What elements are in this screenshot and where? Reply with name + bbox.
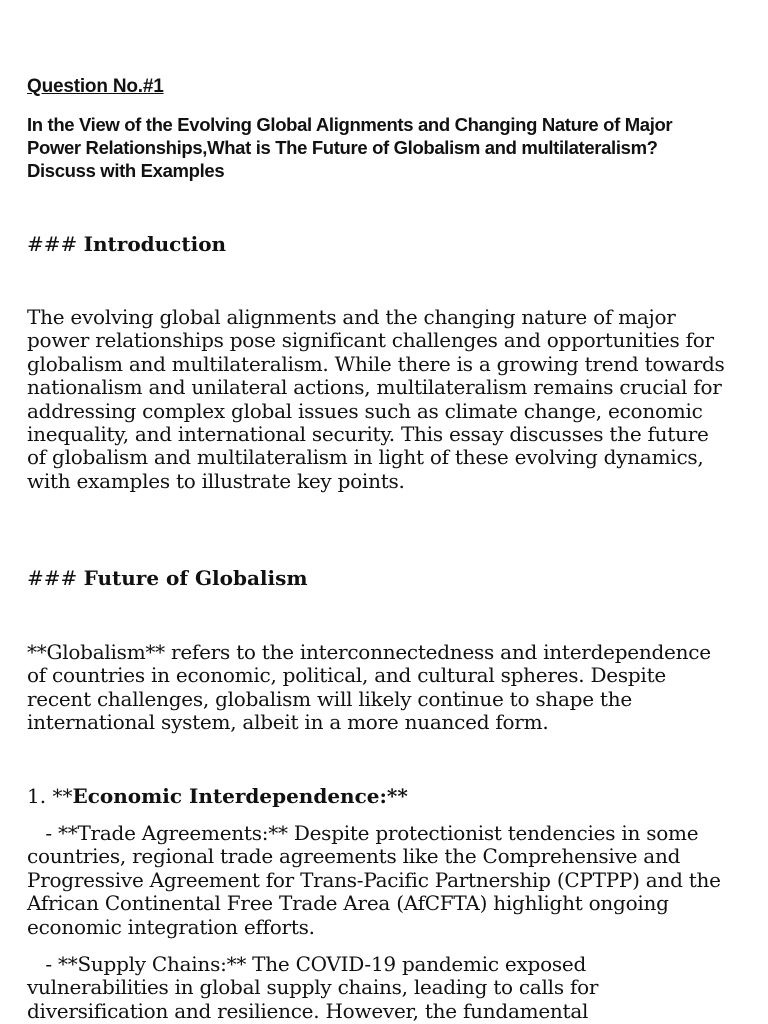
list-item-text: **Trade Agreements:** Despite protectionist tendencies in some countries, regional trade agreements like the Comprehensive and Progressive Agreement for Trans-Pacific Partnership (CPTPP) and the African Continental Free Trade Area (AfCFTA) highlight ongoing economic integration efforts. <box>27 821 721 939</box>
list-item-indent: - <box>27 821 58 845</box>
heading-marker: ### <box>27 232 84 256</box>
heading-marker: ### <box>27 566 84 590</box>
heading-title: Economic Interdependence:** <box>72 784 408 808</box>
list-item-supply-chains <box>27 953 727 1023</box>
list-item-text: **Supply Chains:** The COVID-19 pandemic exposed vulnerabilities in global supply chains, leading to calls for diversification and resilience. However, the fundamental <box>27 952 599 1023</box>
introduction-heading <box>27 232 226 256</box>
economic-interdependence-heading <box>27 784 408 808</box>
list-item-trade-agreements <box>27 822 727 939</box>
list-number-marker: 1. ** <box>27 784 73 808</box>
introduction-paragraph: The evolving global alignments and the changing nature of major power relationships pose significant challenges and opportunities for globalism and multilateralism. While there is a growing trend towards nationalism and unilateral actions, multilateralism remains crucial for addressing complex global issues such as climate change, economic inequality, and international security. This essay discusses the future of globalism and multilateralism in light of these evolving dynamics, with examples to illustrate key points. <box>27 305 725 493</box>
list-item-indent: - <box>27 952 58 976</box>
heading-title: Future of Globalism <box>83 566 308 590</box>
question-label: Question No.#1 <box>27 76 164 97</box>
question-text: In the View of the Evolving Global Alignments and Changing Nature of Major Power Relationships,What is The Future of Globalism and multilateralism?Discuss with Examples <box>27 114 673 181</box>
future-of-globalism-heading <box>27 566 308 590</box>
heading-title: Introduction <box>83 232 227 256</box>
globalism-definition-paragraph: **Globalism** refers to the interconnectedness and interdependence of countries in economic, political, and cultural spheres. Despite recent challenges, globalism will likely continue to shape the international system, albeit in a more nuanced form. <box>27 640 711 735</box>
